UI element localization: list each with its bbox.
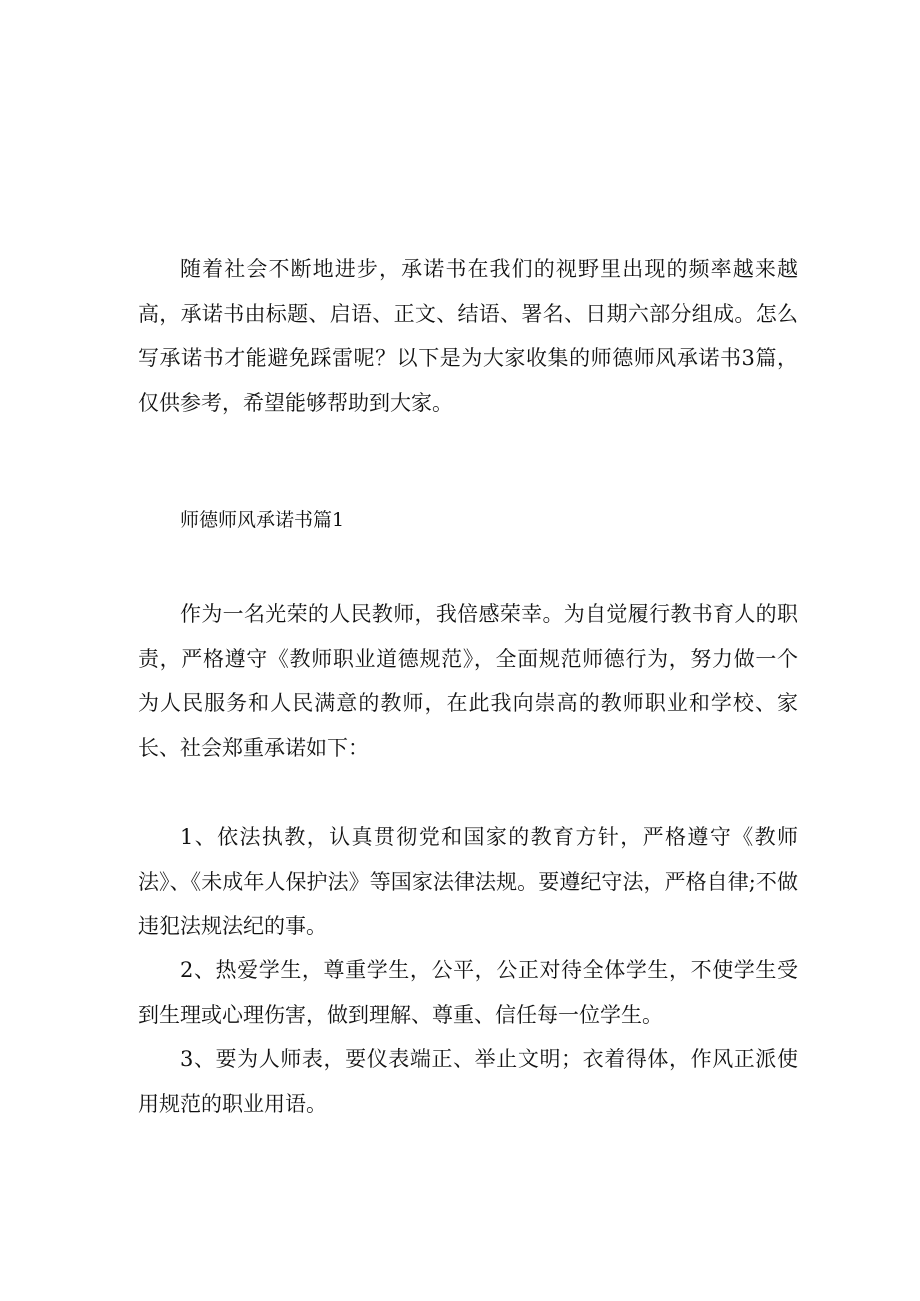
body-paragraph-4: 3、要为人师表，要仪表端正、举止文明；衣着得体，作风正派使用规范的职业用语。: [138, 1047, 798, 1116]
body-paragraph-2: 1、依法执教，认真贯彻党和国家的教育方针，严格遵守《教师法》、《未成年人保护法》等国家法律法规。要遵纪守法，严格自律;不做违犯法规法纪的事。: [138, 825, 798, 938]
body-paragraph-3: 2、热爱学生，尊重学生，公平，公正对待全体学生，不使学生受到生理或心理伤害，做到理解、尊重、信任每一位学生。: [138, 958, 798, 1027]
section-title: 师德师风承诺书篇1: [180, 509, 345, 531]
body-paragraph-1: 作为一名光荣的人民教师，我倍感荣幸。为自觉履行教书育人的职责，严格遵守《教师职业道德规范》，全面规范师德行为，努力做一个为人民服务和人民满意的教师，在此我向崇高的教师职业和学校、家长、社会郑重承诺如下：: [138, 602, 798, 760]
intro-paragraph: 随着社会不断地进步，承诺书在我们的视野里出现的频率越来越高，承诺书由标题、启语、正文、结语、署名、日期六部分组成。怎么写承诺书才能避免踩雷呢？以下是为大家收集的师德师风承诺书3篇，仅供参考，希望能够帮助到大家。: [138, 257, 798, 415]
